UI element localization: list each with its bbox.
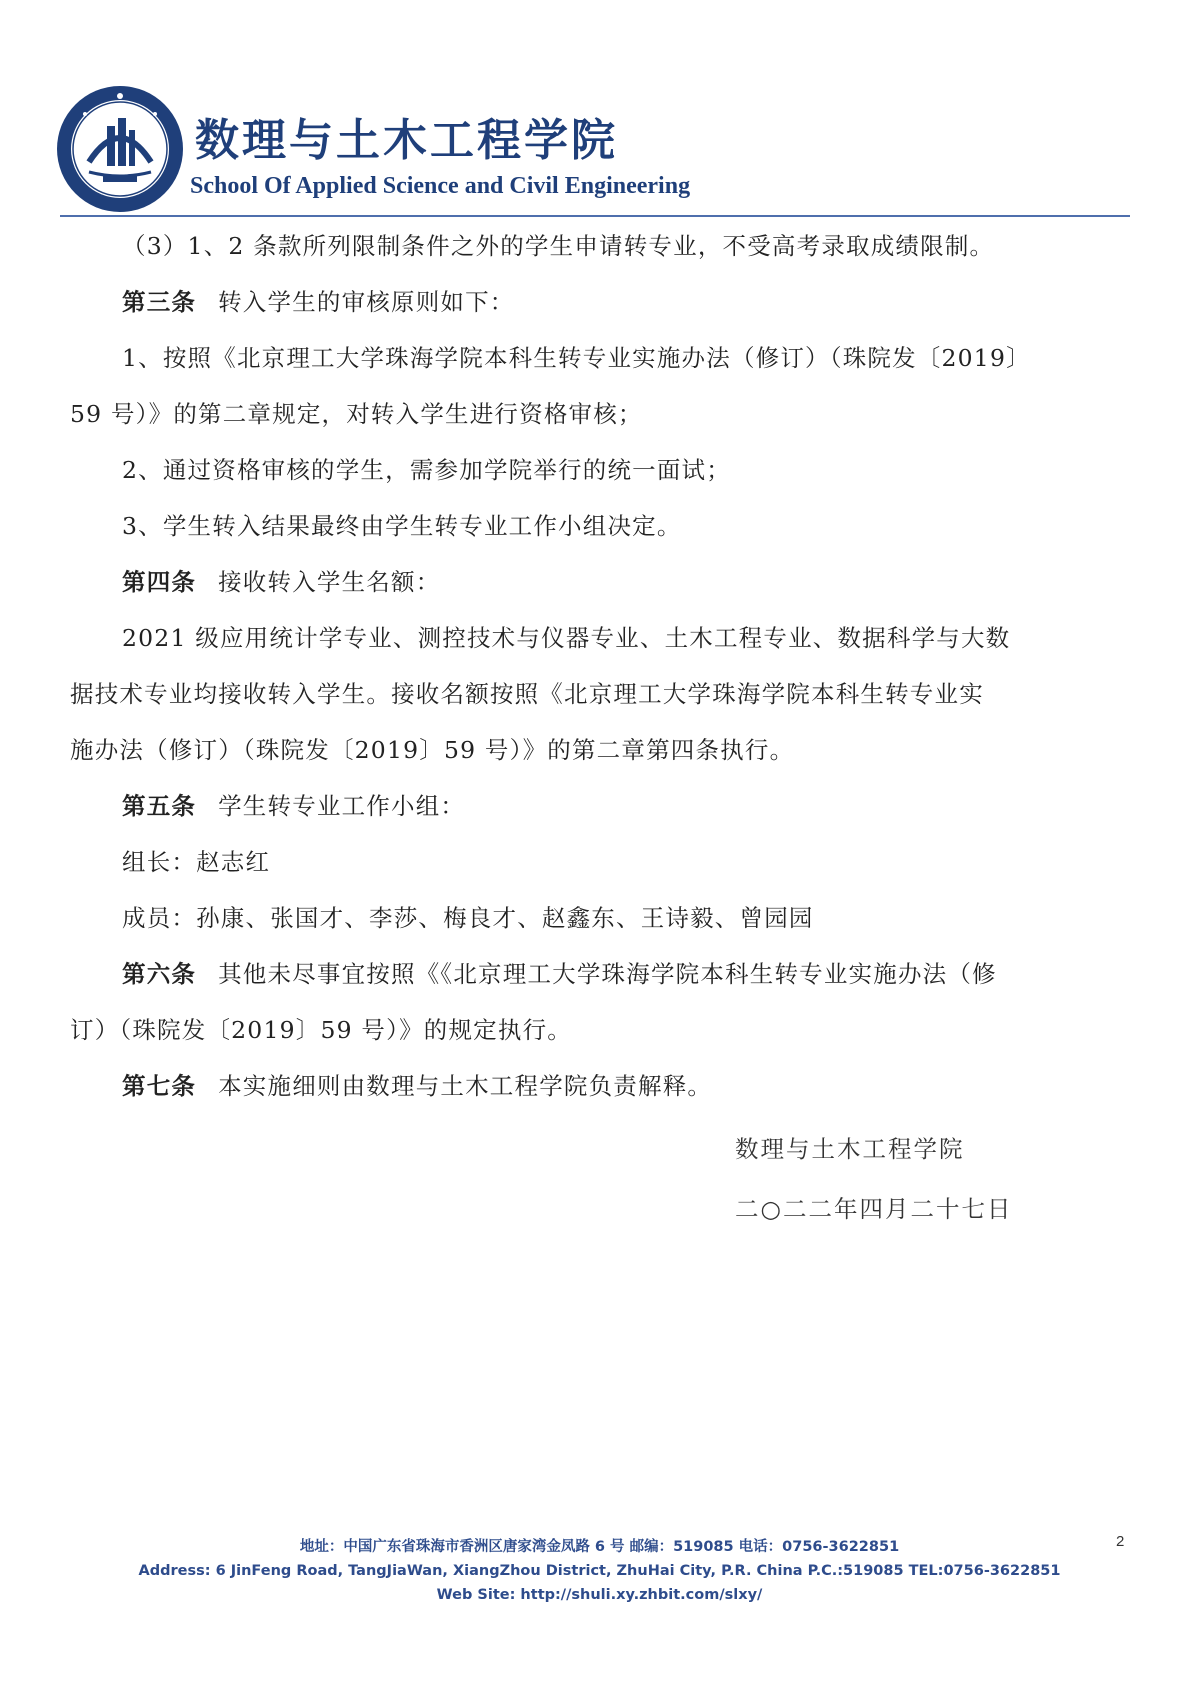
paragraph-4: 2、通过资格审核的学生，需参加学院举行的统一面试； [122,456,731,484]
article-label: 第三条 [122,288,197,316]
footer-address-en: Address: 6 JinFeng Road, TangJiaWan, XiangZhou District, ZhuHai City, P.R. China P.C.:519085 TEL:0756-3622851 [138,1563,1061,1579]
article-4 [70,554,1130,610]
article-5 [70,778,1130,834]
article-label: 第七条 [122,1072,197,1100]
signature-date: 二○二二年四月二十七日 [735,1195,1013,1223]
article-text: 学生转专业工作小组： [218,792,466,820]
article-text: 接收转入学生名额： [218,568,441,596]
article-label: 第五条 [122,792,197,820]
article-label: 第六条 [122,960,197,988]
page-number: 2 [1116,1533,1125,1550]
article-3 [70,274,1130,330]
paragraph-11b: 订）（珠院发〔2019〕59 号）》的规定执行。 [70,1016,572,1044]
article-text: 本实施细则由数理与土木工程学院负责解释。 [218,1072,713,1100]
paragraph-7a: 2021 级应用统计学专业、测控技术与仪器专业、土木工程专业、数据科学与大数 [122,624,1011,652]
article-text: 转入学生的审核原则如下： [218,288,515,316]
group-leader: 组长：赵志红 [122,848,271,876]
paragraph-7c: 施办法（修订）（珠院发〔2019〕59 号）》的第二章第四条执行。 [70,736,795,764]
footer-website: Web Site: http://shuli.xy.zhbit.com/slxy/ [436,1587,763,1603]
paragraph-7b: 据技术专业均接收转入学生。接收名额按照《北京理工大学珠海学院本科生转专业实 [70,680,984,708]
article-7 [70,1058,1130,1114]
document-body [70,218,1130,1114]
header-divider [60,215,1130,217]
page-footer [0,1535,1199,1607]
header-title-cn: 数理与土木工程学院 [195,115,618,166]
school-logo-icon [55,84,185,214]
paragraph-5: 3、学生转入结果最终由学生转专业工作小组决定。 [122,512,682,540]
paragraph-1: （3）1、2 条款所列限制条件之外的学生申请转专业，不受高考录取成绩限制。 [122,232,995,260]
article-label: 第四条 [122,568,197,596]
article-6 [70,946,1130,1002]
article-text: 其他未尽事宜按照《《北京理工大学珠海学院本科生转专业实施办法（修 [218,960,997,988]
paragraph-3a: 1、按照《北京理工大学珠海学院本科生转专业实施办法（修订）（珠院发〔2019〕 [122,344,1031,372]
footer-address-cn: 地址：中国广东省珠海市香洲区唐家湾金凤路 6 号 邮编：519085 电话：0756-3622851 [299,1539,900,1555]
group-members: 成员：孙康、张国才、李莎、梅良才、赵鑫东、王诗毅、曾园园 [122,904,814,932]
paragraph-3b: 59 号）》的第二章规定，对转入学生进行资格审核； [70,400,643,428]
letterhead [55,78,1125,220]
header-title-en: School Of Applied Science and Civil Engineering [190,173,691,199]
signature-org: 数理与土木工程学院 [735,1135,965,1163]
